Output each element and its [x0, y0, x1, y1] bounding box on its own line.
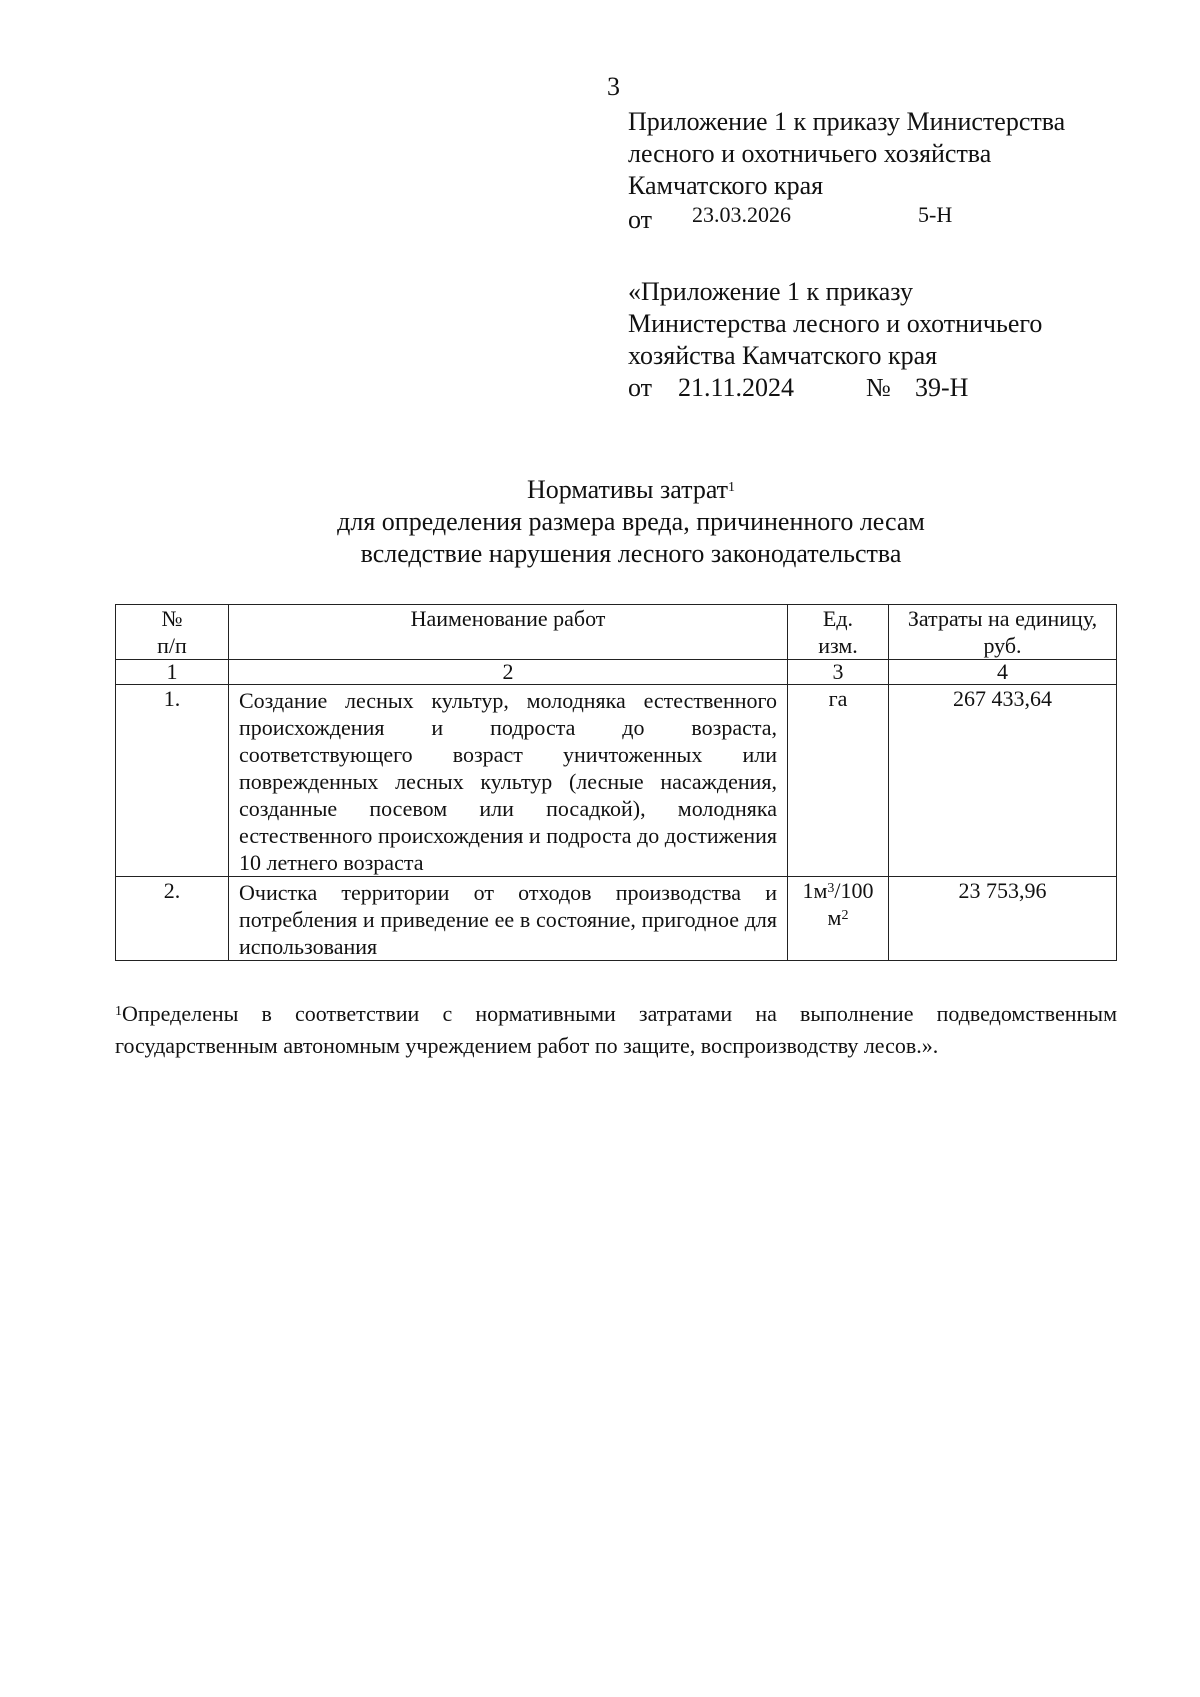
- header-previous-line-1: «Приложение 1 к приказу: [628, 277, 914, 306]
- table-row: [116, 685, 1117, 877]
- header-current-line-3: Камчатского края: [628, 171, 824, 200]
- document-title: [0, 474, 1200, 570]
- footnote-text: Определены в соответствии с нормативными затратами на выполнение подведомственным государственным автономным учреждением работ по защите, воспроизводству лесов.».: [115, 1001, 1117, 1058]
- header-col-unit: Ед. изм.: [788, 605, 889, 660]
- title-line-1: Нормативы затрат$^1$: [526, 475, 736, 504]
- table-header-row: [116, 605, 1117, 660]
- header-current-number: 5-Н: [918, 202, 953, 227]
- row-2-cost: 23 753,96: [889, 877, 1117, 961]
- header-previous-line-2: Министерства лесного и охотничьего: [628, 309, 1043, 338]
- header-col-number: № п/п: [116, 605, 229, 660]
- header-previous-from-label: от: [628, 373, 653, 402]
- header-previous-date: 21.11.2024: [678, 373, 795, 402]
- row-1-name: Создание лесных культур, молодняка естественного происхождения и подроста до возраста, соответствующего возраст уничтоженных или поврежденных лесных культур (лесные насаждения, созданные посевом или посадкой), молодняка естественного происхождения и подроста до достижения 10 летнего возраста: [229, 685, 788, 877]
- col-number-4: 4: [889, 660, 1117, 685]
- header-current-date: 23.03.2026: [692, 202, 791, 227]
- header-previous-number-label: №: [866, 373, 891, 402]
- footnote-mark: 1: [115, 1004, 122, 1019]
- row-1-cost: 267 433,64: [889, 685, 1117, 877]
- page-number: 3: [607, 72, 620, 101]
- table-column-numbers-row: [116, 660, 1117, 685]
- title-line-2: для определения размера вреда, причиненного лесам: [337, 507, 925, 536]
- cost-norms-table: [115, 604, 1117, 961]
- row-2-unit: $1м^3/100$ $м^2$: [788, 877, 889, 961]
- col-number-1: 1: [116, 660, 229, 685]
- row-2-number: 2.: [116, 877, 229, 961]
- header-col-name: Наименование работ: [229, 605, 788, 660]
- title-line-3: вследствие нарушения лесного законодательства: [360, 539, 902, 568]
- table-row: [116, 877, 1117, 961]
- header-previous-line-3: хозяйства Камчатского края: [628, 341, 938, 370]
- row-2-name: Очистка территории от отходов производства и потребления и приведение ее в состояние, пригодное для использования: [229, 877, 788, 961]
- header-previous-number: 39-Н: [915, 373, 969, 402]
- header-current-line-2: лесного и охотничьего хозяйства: [628, 139, 992, 168]
- row-1-unit: га: [788, 685, 889, 877]
- col-number-2: 2: [229, 660, 788, 685]
- header-current-from-label: от: [628, 205, 653, 234]
- footnote: [115, 998, 1117, 1062]
- header-current-line-1: Приложение 1 к приказу Министерства: [628, 107, 1066, 136]
- row-1-number: 1.: [116, 685, 229, 877]
- title-footnote-mark: 1: [728, 480, 736, 495]
- header-col-cost: Затраты на единицу, руб.: [889, 605, 1117, 660]
- col-number-3: 3: [788, 660, 889, 685]
